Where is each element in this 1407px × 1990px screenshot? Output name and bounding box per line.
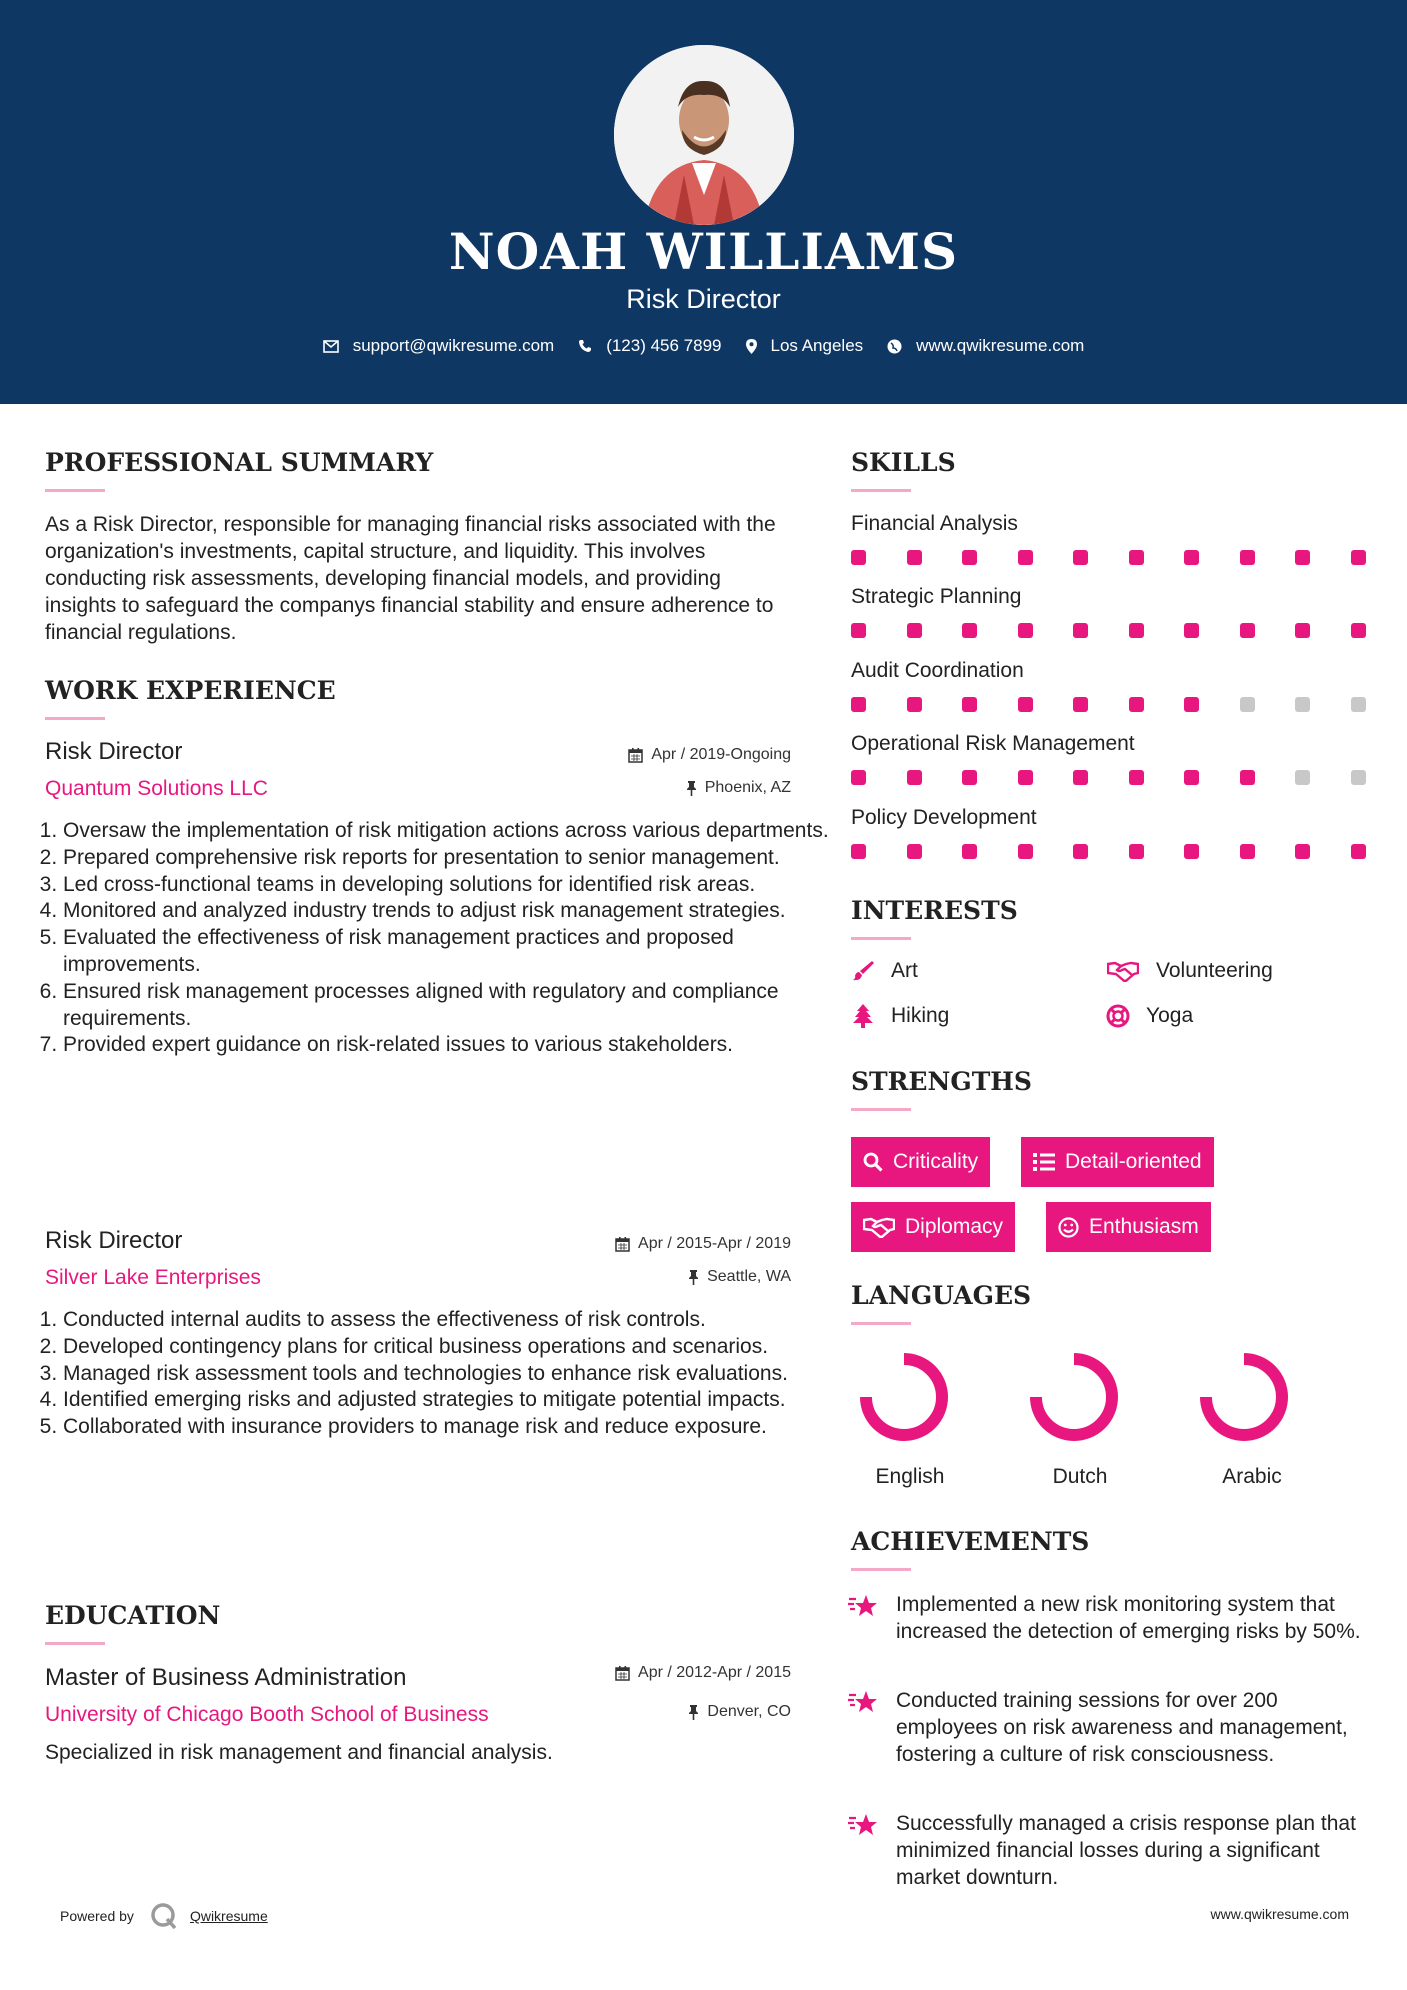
strength-badge: Detail-oriented: [1021, 1137, 1214, 1187]
job-responsibilities: [36, 1307, 829, 1441]
rating-dot: [1184, 844, 1199, 859]
experience-heading: WORK EXPERIENCE: [45, 676, 336, 705]
rating-dot: [962, 844, 977, 859]
rating-dot: [851, 550, 866, 565]
powered-by-text: Powered by: [60, 1908, 134, 1924]
section-divider: [45, 489, 105, 492]
pushpin-icon: [688, 1270, 699, 1285]
skill-name: Financial Analysis: [851, 512, 1018, 535]
rating-dot: [851, 623, 866, 638]
rating-dot: [1295, 844, 1310, 859]
list-item: 4. Monitored and analyzed industry trends to adjust risk management strategies.: [63, 898, 829, 925]
strength-badge: Enthusiasm: [1046, 1202, 1211, 1252]
list-item: 3. Managed risk assessment tools and technologies to enhance risk evaluations.: [63, 1361, 829, 1388]
resume-header: [0, 0, 1407, 404]
strength-badge: Diplomacy: [851, 1202, 1015, 1252]
list-item: 2. Developed contingency plans for critical business operations and scenarios.: [63, 1334, 829, 1361]
profile-photo: [614, 45, 794, 225]
rating-dot: [1129, 844, 1144, 859]
list-item: 4. Identified emerging risks and adjusted strategies to mitigate potential impacts.: [63, 1387, 829, 1414]
globe-icon: [887, 339, 902, 354]
list-item: 3. Led cross-functional teams in developing solutions for identified risk areas.: [63, 872, 829, 899]
rating-dot: [1018, 844, 1033, 859]
rating-dot: [1129, 770, 1144, 785]
rating-dot: [1351, 697, 1366, 712]
language-ring: [858, 1351, 950, 1443]
rating-dot: [1129, 550, 1144, 565]
strength-badge: Criticality: [851, 1137, 990, 1187]
job-title: Risk Director: [45, 1227, 183, 1254]
rating-dot: [962, 697, 977, 712]
rating-dot: [907, 697, 922, 712]
search-icon: [863, 1152, 883, 1172]
rating-dot: [962, 623, 977, 638]
section-divider: [851, 937, 911, 940]
rating-dot: [851, 770, 866, 785]
rating-dot: [1351, 550, 1366, 565]
skill-name: Strategic Planning: [851, 585, 1022, 608]
section-divider: [851, 1568, 911, 1571]
job-date: Apr / 2019-Ongoing: [628, 746, 791, 764]
rating-dot: [1351, 623, 1366, 638]
rating-dot: [1240, 844, 1255, 859]
envelope-icon: [323, 340, 339, 353]
achievement-text: Conducted training sessions for over 200 employees on risk awareness and management, fostering a culture of risk consciousness.: [896, 1689, 1348, 1766]
website-text: www.qwikresume.com: [916, 336, 1085, 355]
summary-text: As a Risk Director, responsible for managing financial risks associated with the organization's investments, capital structure, and liquidity. This involves conducting risk assessments, developing financial models, and providing insights to safeguard the companys financial stability and ensure adherence to financial regulations.: [45, 513, 776, 644]
rating-dot: [962, 550, 977, 565]
rating-dot: [851, 697, 866, 712]
interest-item: Art: [851, 959, 918, 983]
skill-rating: [851, 697, 1406, 712]
rating-dot: [1018, 770, 1033, 785]
language-label: Arabic: [1222, 1465, 1282, 1488]
rating-dot: [1184, 623, 1199, 638]
rating-dot: [1240, 770, 1255, 785]
calendar-icon: [615, 1237, 630, 1252]
language-level-arc: [866, 1359, 942, 1435]
skill-rating: [851, 844, 1406, 859]
job-date: Apr / 2015-Apr / 2019: [615, 1235, 791, 1253]
list-icon: [1033, 1153, 1055, 1171]
section-divider: [851, 1322, 911, 1325]
skill-rating: [851, 623, 1406, 638]
language-label: English: [875, 1465, 945, 1488]
skill-name: Audit Coordination: [851, 659, 1024, 682]
tree-icon: [851, 1004, 875, 1028]
handshake-icon: [1106, 959, 1140, 983]
rating-dot: [1073, 770, 1088, 785]
footer-website[interactable]: www.qwikresume.com: [1210, 1906, 1349, 1922]
job-title: Risk Director: [45, 738, 183, 765]
footer-branding: [60, 1902, 268, 1930]
job-location: Phoenix, AZ: [686, 779, 791, 797]
achievements-heading: ACHIEVEMENTS: [851, 1527, 1090, 1556]
skill-name: Policy Development: [851, 806, 1037, 829]
education-date: Apr / 2012-Apr / 2015: [615, 1664, 791, 1682]
language-label: Dutch: [1052, 1465, 1108, 1488]
rating-dot: [851, 844, 866, 859]
education-location: Denver, CO: [688, 1703, 791, 1721]
language-level-arc: [1036, 1359, 1112, 1435]
education-description: Specialized in risk management and financial analysis.: [45, 1741, 553, 1764]
company-name: Silver Lake Enterprises: [45, 1266, 261, 1289]
rating-dot: [1295, 550, 1310, 565]
job-responsibilities: [36, 818, 829, 1059]
language-ring: [1028, 1351, 1120, 1443]
interest-item: Yoga: [1106, 1004, 1193, 1028]
section-divider: [45, 1642, 105, 1645]
location-text: Los Angeles: [770, 336, 864, 355]
rating-dot: [1295, 770, 1310, 785]
rating-dot: [907, 770, 922, 785]
rating-dot: [1351, 844, 1366, 859]
rating-dot: [1018, 697, 1033, 712]
rating-dot: [1129, 697, 1144, 712]
rating-dot: [907, 623, 922, 638]
contact-phone[interactable]: [578, 336, 721, 356]
rating-dot: [907, 550, 922, 565]
contact-website[interactable]: [887, 336, 1084, 356]
skill-rating: [851, 550, 1406, 565]
school-name: University of Chicago Booth School of Business: [45, 1703, 489, 1726]
rating-dot: [1295, 623, 1310, 638]
lifebuoy-icon: [1106, 1004, 1130, 1028]
qwikresume-logo-icon: [150, 1902, 178, 1930]
list-item: 5. Collaborated with insurance providers to manage risk and reduce exposure.: [63, 1414, 829, 1441]
strengths-heading: STRENGTHS: [851, 1067, 1032, 1096]
achievement-text: Successfully managed a crisis response plan that minimized financial losses during a significant market downturn.: [896, 1812, 1356, 1889]
list-item: 1. Conducted internal audits to assess the effectiveness of risk controls.: [63, 1307, 829, 1334]
rating-dot: [907, 844, 922, 859]
list-item: 5. Evaluated the effectiveness of risk management practices and proposed improvements.: [63, 925, 829, 979]
handshake-icon: [863, 1216, 895, 1238]
rating-dot: [1073, 623, 1088, 638]
qwikresume-link[interactable]: Qwikresume: [189, 1908, 268, 1924]
phone-text: (123) 456 7899: [606, 336, 722, 355]
map-pin-icon: [746, 339, 757, 354]
degree-title: Master of Business Administration: [45, 1664, 407, 1691]
company-name: Quantum Solutions LLC: [45, 777, 268, 800]
language-level-arc: [1206, 1359, 1282, 1435]
list-item: 6. Ensured risk management processes aligned with regulatory and compliance requirements.: [63, 979, 829, 1033]
candidate-role: Risk Director: [626, 284, 781, 314]
rating-dot: [962, 770, 977, 785]
candidate-name: NOAH WILLIAMS: [448, 222, 959, 281]
skill-rating: [851, 770, 1406, 785]
rating-dot: [1073, 550, 1088, 565]
section-divider: [851, 489, 911, 492]
skills-heading: SKILLS: [851, 448, 956, 477]
list-item: 2. Prepared comprehensive risk reports for presentation to senior management.: [63, 845, 829, 872]
star-icon: [848, 1688, 878, 1718]
smile-icon: [1058, 1217, 1079, 1238]
skill-name: Operational Risk Management: [851, 732, 1135, 755]
interest-item: Hiking: [851, 1004, 949, 1028]
star-icon: [848, 1811, 878, 1841]
interests-heading: INTERESTS: [851, 896, 1018, 925]
rating-dot: [1073, 697, 1088, 712]
phone-icon: [578, 339, 592, 353]
calendar-icon: [615, 1666, 630, 1681]
list-item: 1. Oversaw the implementation of risk mitigation actions across various departments.: [63, 818, 829, 845]
contact-location: [746, 336, 864, 356]
rating-dot: [1184, 697, 1199, 712]
rating-dot: [1240, 697, 1255, 712]
rating-dot: [1018, 623, 1033, 638]
section-divider: [851, 1108, 911, 1111]
job-location: Seattle, WA: [688, 1268, 791, 1286]
calendar-icon: [628, 748, 643, 763]
summary-heading: PROFESSIONAL SUMMARY: [45, 448, 434, 477]
rating-dot: [1184, 770, 1199, 785]
interest-item: Volunteering: [1106, 959, 1273, 983]
language-ring: [1198, 1351, 1290, 1443]
email-text: support@qwikresume.com: [352, 336, 555, 355]
paintbrush-icon: [851, 959, 875, 983]
pushpin-icon: [686, 781, 697, 796]
rating-dot: [1351, 770, 1366, 785]
rating-dot: [1240, 550, 1255, 565]
contact-email[interactable]: [323, 336, 555, 356]
rating-dot: [1129, 623, 1144, 638]
rating-dot: [1073, 844, 1088, 859]
pushpin-icon: [688, 1705, 699, 1720]
contact-bar: [0, 336, 1407, 356]
rating-dot: [1184, 550, 1199, 565]
rating-dot: [1018, 550, 1033, 565]
section-divider: [45, 717, 105, 720]
achievement-text: Implemented a new risk monitoring system that increased the detection of emerging risks by 50%.: [896, 1593, 1361, 1643]
languages-heading: LANGUAGES: [851, 1281, 1032, 1310]
education-heading: EDUCATION: [45, 1601, 221, 1630]
rating-dot: [1240, 623, 1255, 638]
rating-dot: [1295, 697, 1310, 712]
list-item: 7. Provided expert guidance on risk-related issues to various stakeholders.: [63, 1032, 829, 1059]
star-icon: [848, 1592, 878, 1622]
